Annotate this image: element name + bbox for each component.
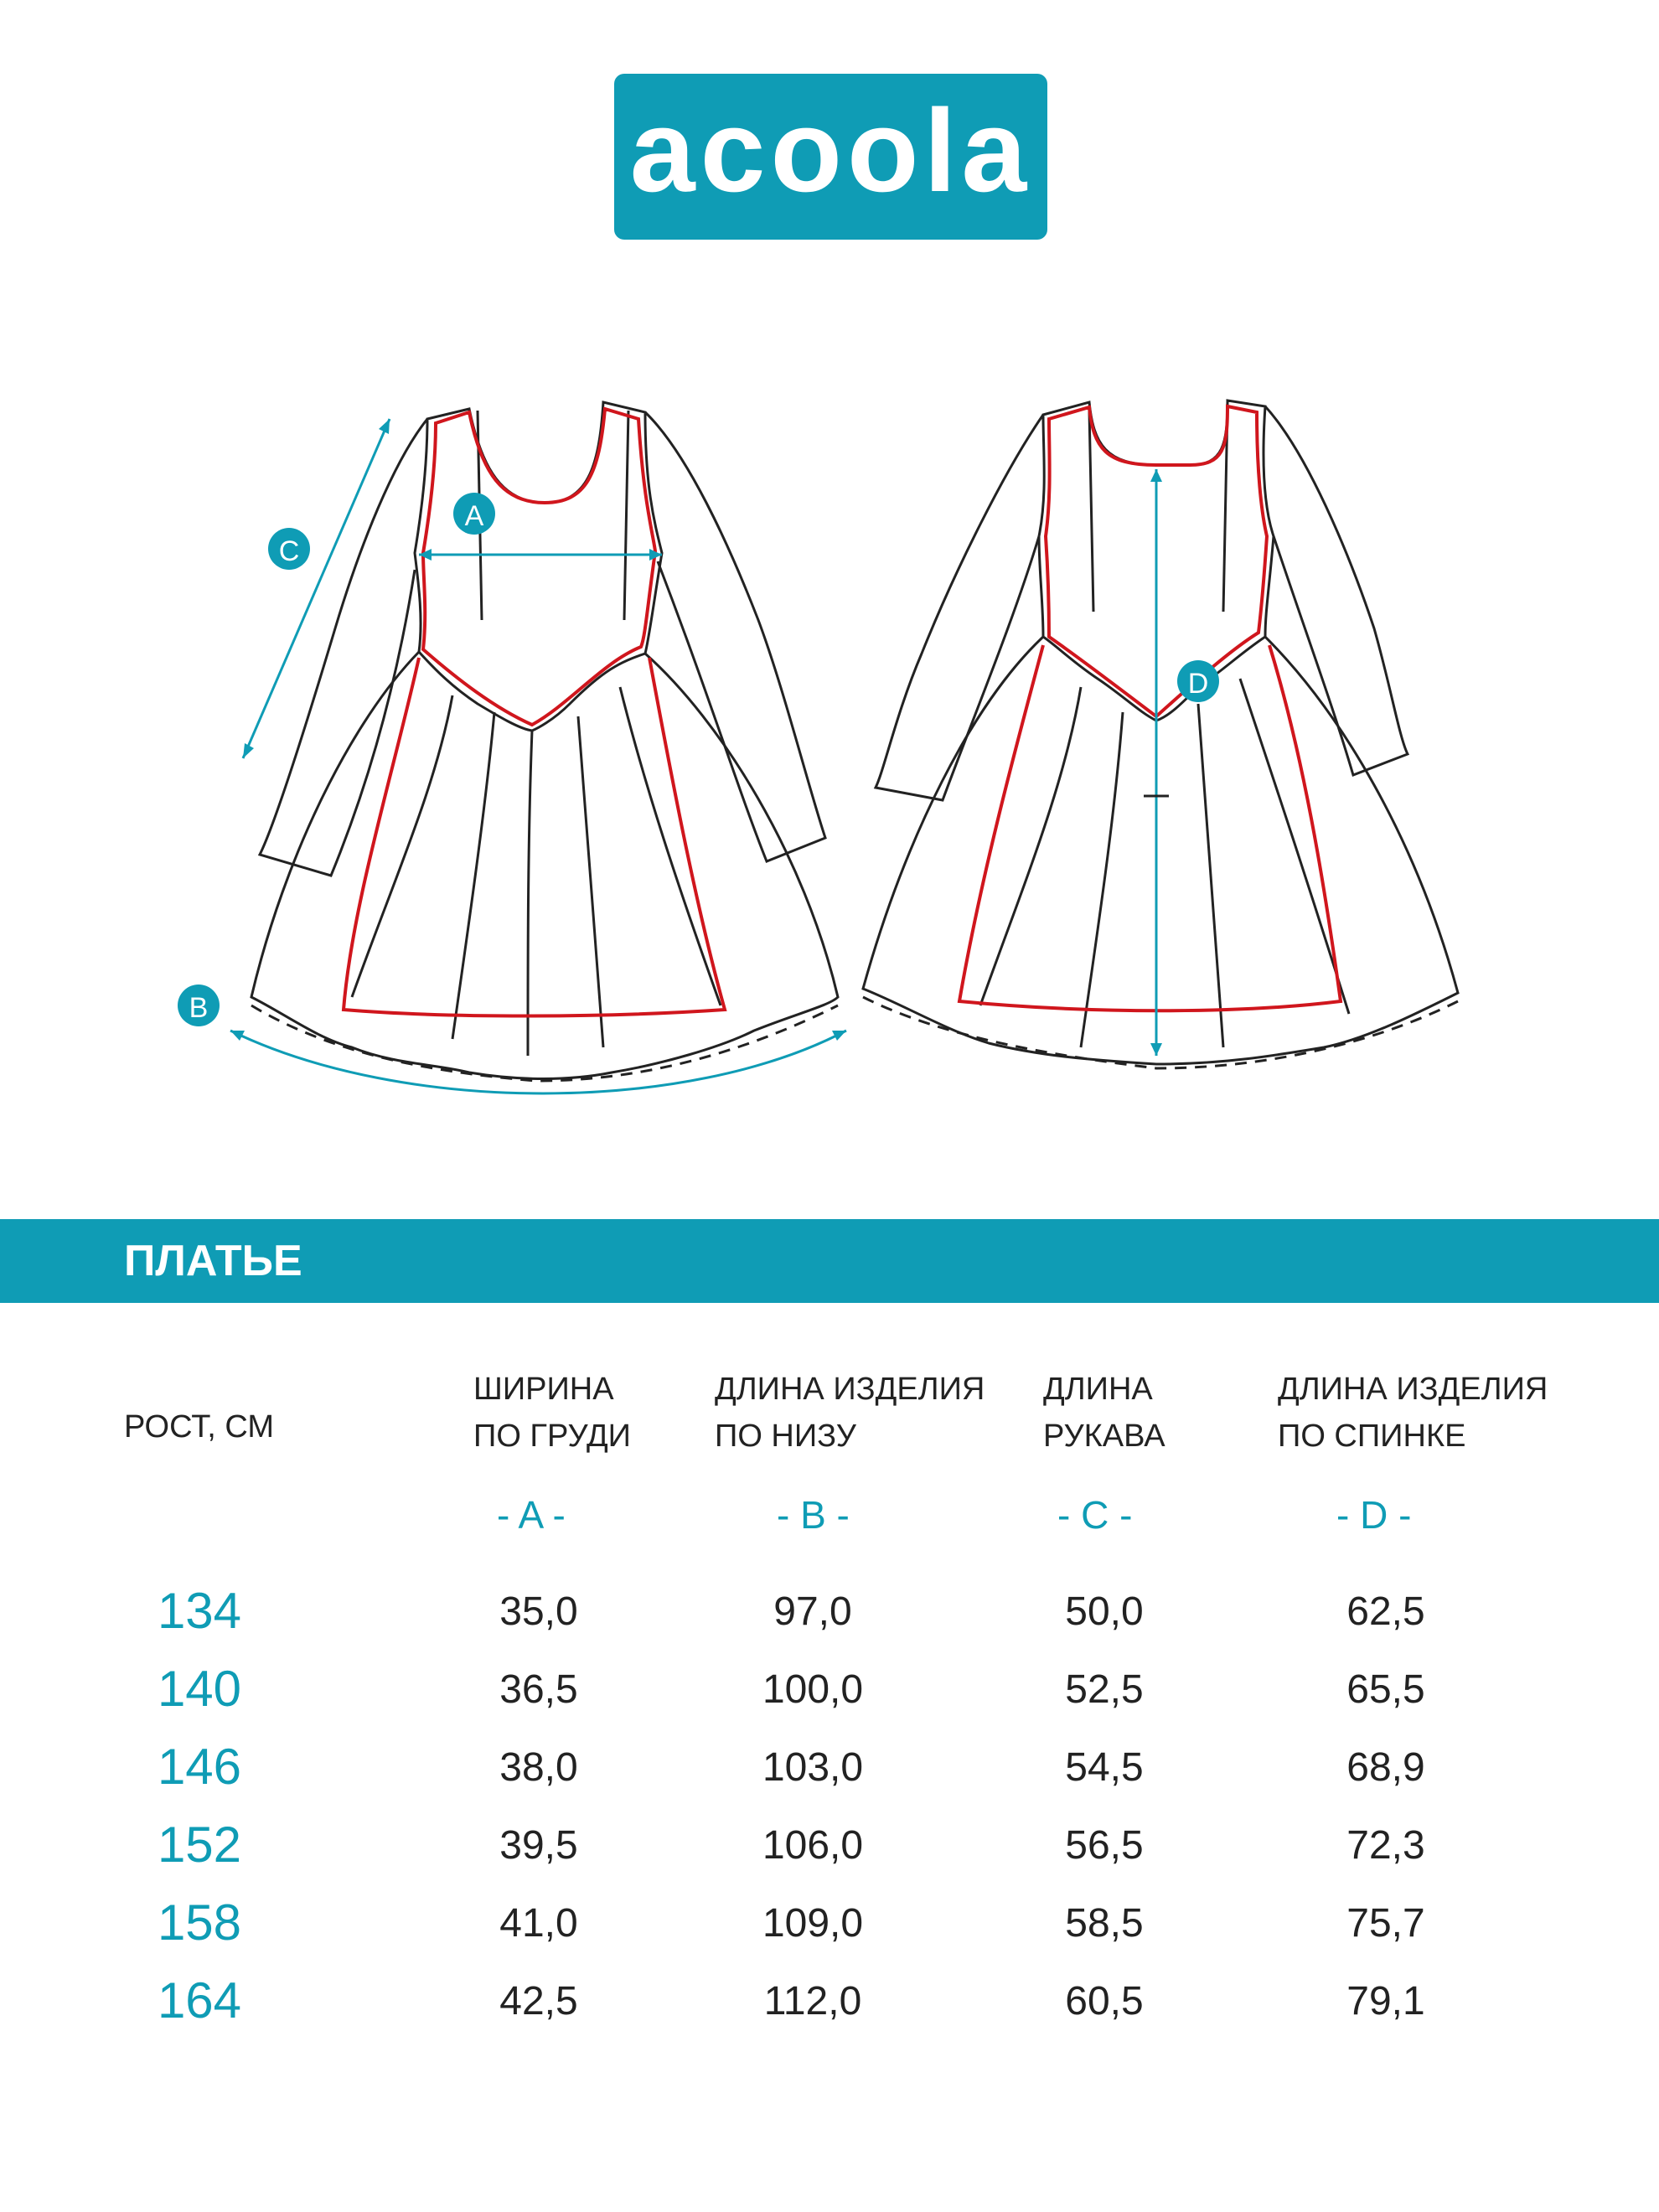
value-cell: 36,5 [499,1667,578,1712]
value-cell: 41,0 [499,1901,578,1946]
logo-text: acoola [629,85,1032,216]
value-cell: 97,0 [773,1589,852,1634]
svg-text:A: A [464,500,484,532]
value-cell: 56,5 [1065,1823,1144,1868]
value-cell: 42,5 [499,1979,578,2023]
value-cell: 72,3 [1346,1823,1425,1868]
value-cell: 65,5 [1346,1667,1425,1712]
value-cell: 75,7 [1346,1901,1425,1946]
label-B-badge [178,985,220,1026]
title-band [0,1219,1659,1303]
value-cell: 50,0 [1065,1589,1144,1634]
svg-text:B: B [189,992,209,1024]
value-cell: 60,5 [1065,1979,1144,2023]
value-cell: 106,0 [762,1823,864,1868]
column-header-D: ДЛИНА ИЗДЕЛИЯ ПО СПИНКЕ [1278,1372,1548,1454]
size-cell: 134 [157,1583,242,1639]
arrow-C [243,419,390,758]
column-letter-D: - D - [1336,1493,1412,1537]
svg-text:C: C [278,535,300,567]
value-cell: 62,5 [1346,1589,1425,1634]
value-cell: 109,0 [762,1901,864,1946]
label-D-badge [1177,660,1219,702]
column-header-C: ДЛИНА РУКАВА [1043,1372,1165,1454]
size-cell: 152 [157,1817,242,1873]
value-cell: 35,0 [499,1589,578,1634]
value-cell: 100,0 [762,1667,864,1712]
label-C-badge [268,528,310,570]
back-view-drawing [863,401,1458,1064]
value-cell: 68,9 [1346,1745,1425,1790]
value-cell: 54,5 [1065,1745,1144,1790]
column-letter-A: - A - [497,1493,566,1537]
height-column-header: РОСТ, СМ [124,1409,275,1445]
value-cell: 52,5 [1065,1667,1144,1712]
brand-logo [614,74,1047,240]
arrow-heads [230,419,1162,1056]
column-header-B: ДЛИНА ИЗДЕЛИЯ ПО НИЗУ [715,1372,985,1454]
column-letter-C: - C - [1057,1493,1133,1537]
product-title: ПЛАТЬЕ [124,1237,302,1285]
value-cell: 58,5 [1065,1901,1144,1946]
label-A-badge [453,493,495,535]
value-cell: 38,0 [499,1745,578,1790]
column-letter-B: - B - [777,1493,850,1537]
front-seam-lines [344,409,725,1016]
dress-drawings [0,335,1659,1140]
value-cell: 103,0 [762,1745,864,1790]
size-cell: 158 [157,1894,242,1951]
size-cell: 164 [157,1972,242,2029]
svg-text:D: D [1187,668,1209,700]
back-seam-lines [959,406,1341,1010]
value-cell: 39,5 [499,1823,578,1868]
value-cell: 79,1 [1346,1979,1425,2023]
arrow-B [230,1031,846,1093]
measurement-arrows [230,419,1156,1093]
size-cell: 146 [157,1739,242,1795]
value-cell: 112,0 [763,1979,862,2023]
size-cell: 140 [157,1661,242,1717]
column-header-A: ШИРИНА ПО ГРУДИ [473,1372,631,1454]
